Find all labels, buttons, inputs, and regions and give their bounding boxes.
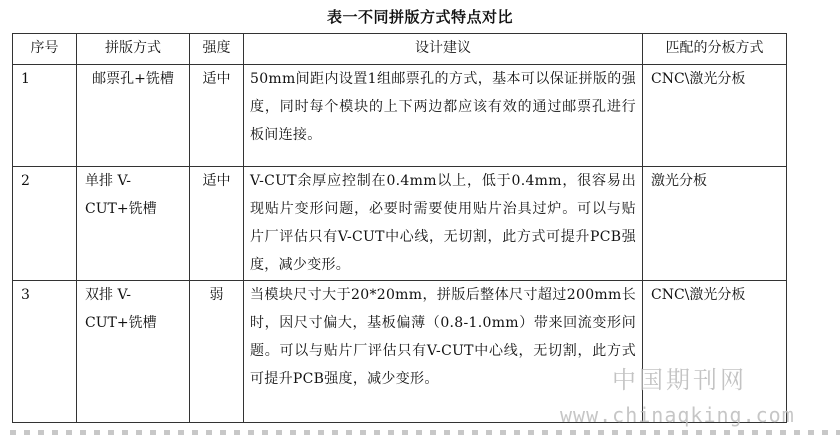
table-row bbox=[13, 167, 787, 281]
row-no: 2 bbox=[13, 167, 77, 281]
header-advice: 设计建议 bbox=[244, 34, 643, 65]
table-header-row bbox=[13, 34, 787, 65]
table-row bbox=[13, 281, 787, 423]
cut-off-text-strip bbox=[10, 430, 840, 435]
row-no: 1 bbox=[13, 65, 77, 167]
row-depanel: CNC\激光分板 bbox=[643, 281, 787, 423]
header-strength: 强度 bbox=[190, 34, 244, 65]
table-row bbox=[13, 65, 787, 167]
table-title: 表一不同拼版方式特点对比 bbox=[326, 8, 513, 26]
row-strength: 适中 bbox=[190, 65, 244, 167]
row-advice: 50mm间距内设置1组邮票孔的方式，基本可以保证拼版的强度，同时每个模块的上下两边都应该有效的通过邮票孔进行板间连接。 bbox=[244, 65, 643, 167]
row-method: 双排 V-CUT+铣槽 bbox=[77, 281, 190, 423]
row-depanel: 激光分板 bbox=[643, 167, 787, 281]
header-depanel: 匹配的分板方式 bbox=[643, 34, 787, 65]
watermark-site-name: 中国期刊网 bbox=[612, 366, 747, 394]
header-no: 序号 bbox=[13, 34, 77, 65]
row-depanel: CNC\激光分板 bbox=[643, 65, 787, 167]
row-no: 3 bbox=[13, 281, 77, 423]
row-strength: 适中 bbox=[190, 167, 244, 281]
row-strength: 弱 bbox=[190, 281, 244, 423]
row-method: 单排 V-CUT+铣槽 bbox=[77, 167, 190, 281]
row-advice: V-CUT余厚应控制在0.4mm以上，低于0.4mm，很容易出现贴片变形问题，必要时需要使用贴片治具过炉。可以与贴片厂评估只有V-CUT中心线，无切割，此方式可提升PCB强度，减少变形。 bbox=[244, 167, 643, 281]
row-advice: 当模块尺寸大于20*20mm，拼版后整体尺寸超过200mm长时，因尺寸偏大，基板偏薄（0.8-1.0mm）带来回流变形问题。可以与贴片厂评估只有V-CUT中心线，无切割，此方式可提升PCB强度，减少变形。 bbox=[244, 281, 643, 423]
row-method: 邮票孔+铣槽 bbox=[77, 65, 190, 167]
watermark-url: www.chinaqking.com bbox=[560, 403, 795, 427]
header-method: 拼版方式 bbox=[77, 34, 190, 65]
